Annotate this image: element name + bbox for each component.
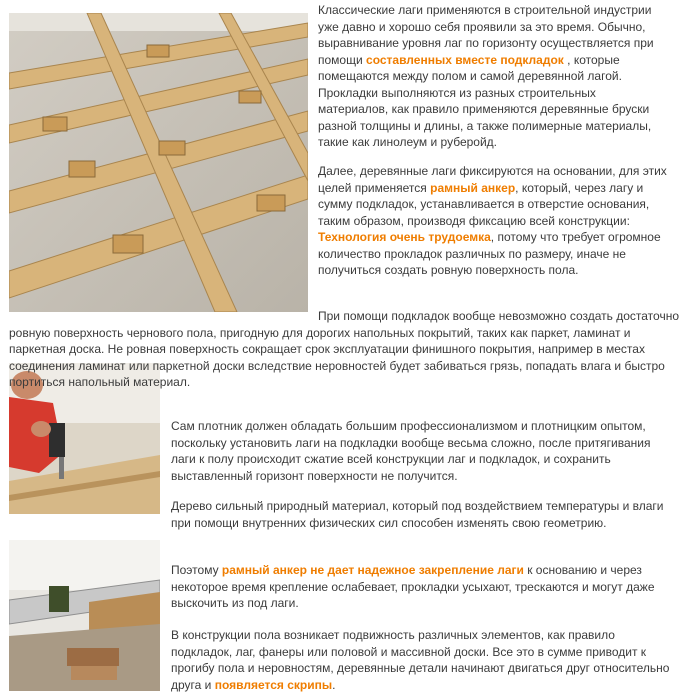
level-shims-photo [9, 540, 160, 691]
paragraph-6 [171, 562, 671, 612]
paragraph-7 [171, 627, 671, 693]
paragraph-5 [171, 498, 671, 531]
paragraph-2-highlight-a: рамный анкер [430, 180, 516, 195]
paragraph-6-text-b: к основанию и через некоторое время крепление ослабевает, прокладки усыхают, трескаются и могут даже выскочить из под лаги. [171, 563, 655, 610]
paragraph-2-text-a: Далее, деревянные лаги фиксируются на основании, для этих целей применяется [318, 164, 667, 195]
paragraph-7-highlight: появляется скрипы [214, 677, 333, 692]
paragraph-1-text-b: , которые помещаются между полом и самой деревянной лагой. Прокладки выполняются из разных строительных материалов, как правило применяются деревянные бруски разной толщины и длины, а также полимерные материалы, такие как линолеум и руберойд. [318, 52, 652, 149]
paragraph-3-text: При помощи подкладок вообще невозможно создать достаточно ровную поверхность чернового пола, пригодную для дорогих напольных покрытий, таких как паркет, ламинат и паркетная доска. Не ровная поверхность сокращает срок эксплуатации финишного покрытия, например в местах соединения ламинат или паркетной доски вследствие неровностей будет забиваться грязь, попадать влага и быстро портиться напольный материал. [9, 309, 679, 389]
paragraph-7-text-a: В конструкции пола возникает подвижность различных элементов, как правило подкладок, лаг, фанеры или половой и массивной доски. Все это в сумме приводит к прогибу пола и неровностям, деревянные детали начинают двигаться друг относительно друга и [171, 628, 670, 692]
paragraph-4 [171, 418, 671, 484]
paragraph-6-text-a: Поэтому [171, 563, 222, 577]
paragraph-4-text: Сам плотник должен обладать большим профессионализмом и плотницким опытом, поскольку установить лаги на подкладки вообще весьма сложно, после притягивания лаги к полу происходит сжатие всей конструкции лаг и подкладок, и сохранить выставленный горизонт поверхности не получится. [171, 419, 651, 483]
paragraph-2-text-c: , потому что требует огромное количество прокладок различных по размеру, иначе не получиться создать ровную поверхность пола. [318, 230, 661, 277]
paragraph-6-highlight: рамный анкер не дает надежное закрепление лаги [221, 563, 524, 577]
paragraph-3 [9, 308, 679, 391]
joists-photo [9, 13, 308, 312]
paragraph-2-text-b: , который, через лагу и сумму подкладок, устанавливается в отверстие основания, таким образом, производя фиксацию всей конструкции: [318, 180, 650, 228]
paragraph-2 [318, 163, 668, 279]
paragraph-5-text: Дерево сильный природный материал, который под воздействием температуры и влаги при помощи внутренних физических сил способен изменять свою геометрию. [171, 499, 664, 530]
paragraph-2-highlight-b: Технология очень трудоемка [318, 230, 491, 244]
paragraph-1-highlight: составленных вместе подкладок [366, 52, 564, 67]
paragraph-7-text-b: . [332, 677, 336, 692]
paragraph-1-text-a: Классические лаги применяются в строительной индустрии уже давно и хорошо себя проявили за это время. Обычно, выравнивание уровня лаг по горизонту осуществляется при помощи [318, 3, 654, 67]
paragraph-1 [318, 2, 668, 151]
